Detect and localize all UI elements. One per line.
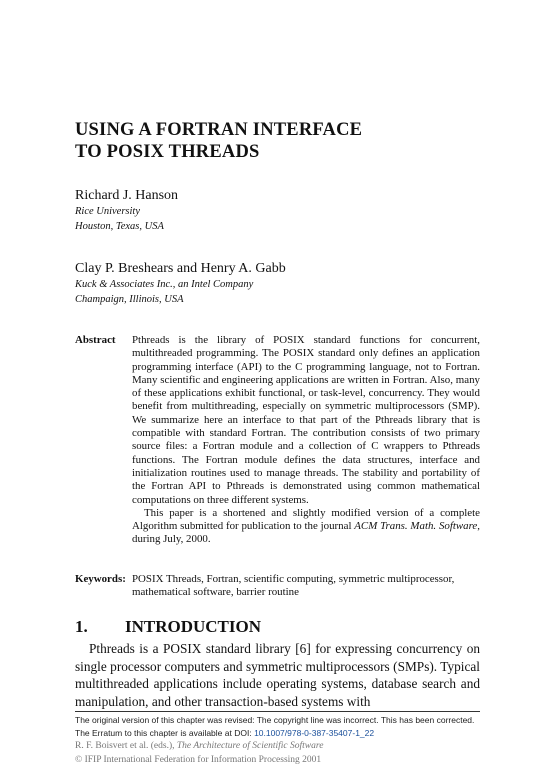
- erratum-footnote: [75, 714, 480, 739]
- author-location: Houston, Texas, USA: [75, 221, 164, 232]
- keywords-list: POSIX Threads, Fortran, scientific computing, symmetric multiprocessor, mathematical software, barrier routine: [132, 573, 455, 599]
- author-affiliation: Kuck & Associates Inc., an Intel Company: [75, 279, 254, 290]
- author-location: Champaign, Illinois, USA: [75, 294, 184, 305]
- keywords: [75, 573, 480, 600]
- book-title: The Architecture of Scientific Software: [176, 741, 324, 751]
- intro-paragraph: Pthreads is a POSIX standard library [6] for expressing concurrency on single processor computers and symmetric multiprocessors (SMPs). Typical multithreaded applications include operating systems, database search and manipulation, and other transaction-based systems with: [75, 641, 480, 709]
- journal-name: ACM Trans. Math. Software: [354, 520, 478, 533]
- author-name: Richard J. Hanson: [75, 188, 179, 203]
- section-number: 1.: [75, 617, 88, 636]
- title-line-1: USING A FORTRAN INTERFACE: [75, 120, 363, 140]
- section-title: INTRODUCTION: [125, 617, 262, 636]
- editors-credit: [75, 740, 480, 753]
- keywords-label: Keywords:: [75, 573, 126, 585]
- abstract-note-start: This paper is a shortened and slightly modified version of a complete Algorithm submitted for publication to the journal: [132, 506, 480, 533]
- author-name: Clay P. Breshears and Henry A. Gabb: [75, 261, 286, 276]
- section-heading: [75, 617, 495, 637]
- author-affiliation: Rice University: [75, 206, 141, 217]
- abstract-label: Abstract: [75, 334, 116, 346]
- footnote-text: The original version of this chapter was revised: The copyright line was incorrect. This has been corrected. The Erratum to this chapter is available at DOI:: [75, 715, 475, 738]
- copyright-line: © IFIP International Federation for Information Processing 2001: [75, 755, 322, 765]
- author-block-1: [75, 187, 495, 234]
- abstract-body: [132, 334, 480, 547]
- editors-text: R. F. Boisvert et al. (eds.),: [75, 741, 177, 751]
- paper-title: [75, 119, 495, 163]
- abstract: [75, 334, 480, 547]
- doi-link[interactable]: 10.1007/978-0-387-35407-1_22: [254, 727, 375, 738]
- author-block-2: [75, 260, 495, 307]
- abstract-paragraph-2: [132, 507, 480, 547]
- abstract-note-end: , during July, 2000.: [132, 520, 480, 546]
- abstract-paragraph-1: Pthreads is the library of POSIX standard functions for concurrent, multithreaded programming. The POSIX standard only defines an application programming interface (API) to the C programming language, not to Fortran. Many scientific and engineering applications are written in Fortran. Also, many of these applications exhibit functional, or task-level, concurrency. They would benefit from multithreading, especially on symmetric multiprocessors (SMP). We summarize here an interface to that part of the Pthreads library that is compatible with standard Fortran. The contribution consists of two primary source files: a Fortran module and a collection of C wrappers to Pthreads functions. The Fortran module defines the data structures, interface and initialization routines used to manage threads. The stability and portability of the Fortran API to Pthreads is demonstrated using common mathematical computations on three different systems.: [132, 334, 480, 506]
- footnote-rule: [75, 711, 480, 712]
- title-line-2: TO POSIX THREADS: [75, 142, 260, 162]
